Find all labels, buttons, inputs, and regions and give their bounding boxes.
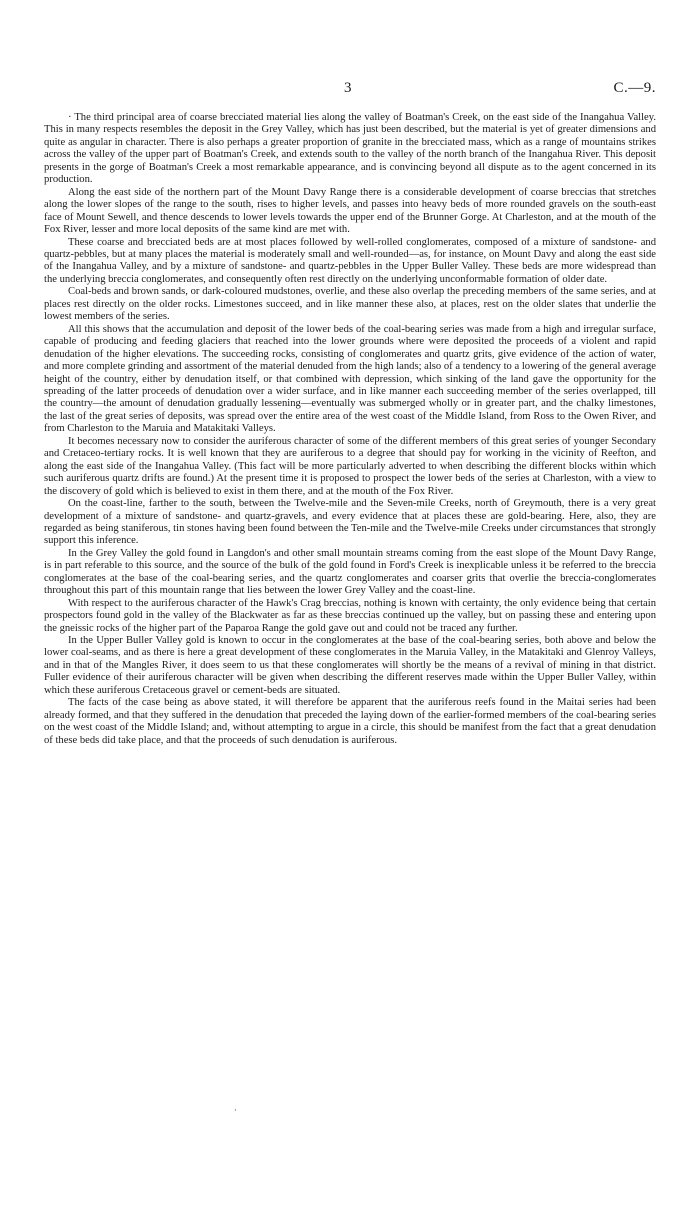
body-text — [44, 112, 656, 747]
paragraph: It becomes necessary now to consider the auriferous character of some of the different members of this great series of younger Secondary and Cretaceo-tertiary rocks. It is well known that they are auriferous to a degree that should pay for working in the vicinity of Reefton, and along the east side of the Inangahua Valley. (This fact will be more particularly adverted to when describing the different blocks within which such auriferous quartz drifts are found.) At the present time it is proposed to prospect the lower beds of the series at Charleston, with a view to the discovery of gold which is believed to exist in them there, and at the mouth of the Fox River. — [44, 435, 656, 497]
paragraph: With respect to the auriferous character of the Hawk's Crag breccias, nothing is known with certainty, the only evidence being that certain prospectors found gold in the valley of the Blackwater as far as these breccias continued up the valley, but on passing these and entering upon the gneissic rocks of the higher part of the Paparoa Range the gold gave out and could not be traced any further. — [44, 597, 656, 634]
paragraph: On the coast-line, farther to the south, between the Twelve-mile and the Seven-mile Creeks, north of Greymouth, there is a very great development of a mixture of sandstone- and quartz-gravels, and every evidence that at places these are gold-bearing. Here, also, they are regarded as being staniferous, tin stones having been found between the Ten-mile and the Twelve-mile Creeks under circumstances that strongly support this inference. — [44, 498, 656, 547]
paragraph: In the Grey Valley the gold found in Langdon's and other small mountain streams coming from the east slope of the Mount Davy Range, is in part referable to this source, and the source of the bulk of the gold found in Ford's Creek is inexplicable unless it be referred to the breccia conglomerates at the base of the coal-bearing series, and the quartz conglomerates and coarser grits that overlie the breccia-conglomerates throughout this part of this mountain range that lies between the lower Grey Valley and the coast-line. — [44, 547, 656, 597]
paragraph: In the Upper Buller Valley gold is known to occur in the conglomerates at the base of the coal-bearing series, both above and below the lower coal-seams, and as there is here a great development of these conglomerates in the Maruia Valley, in the Matakitaki and Glenroy Valleys, and in that of the Mangles River, it does seem to us that these conglomerates will shortly be the means of a revival of mining in that district. Fuller evidence of their auriferous character will be given when describing the different reserves made within the Upper Buller Valley, within which these auriferous Cretaceous gravel or cement-beds are situated. — [44, 635, 656, 696]
footer-mark: · — [234, 1106, 237, 1116]
paragraph: These coarse and brecciated beds are at most places followed by well-rolled conglomerates, composed of a mixture of sandstone- and quartz-pebbles, but at many places the material is moderately small and well-rounded—as, for instance, on Mount Davy and along the east side of the Inangahua Valley, and by a mixture of sandstone- and quartz-pebbles in the Upper Buller Valley. These beds are more widespread than the underlying breccia conglomerates, and consequently often rest directly on the underlying unconformable formation of older date. — [44, 236, 656, 285]
page-header — [0, 80, 700, 100]
document-code: C.—9. — [613, 80, 656, 96]
paragraph: The facts of the case being as above stated, it will therefore be apparent that the auriferous reefs found in the Maitai series had been already formed, and that they suffered in the denudation that preceded the laying down of the earlier-formed members of the coal-bearing series on the west coast of the Middle Island; and, without attempting to argue in a circle, this should be manifest from the fact that a great denudation of these beds did take place, and that the proceeds of such denudation is auriferous. — [44, 697, 656, 746]
paragraph: · The third principal area of coarse brecciated material lies along the valley of Boatman's Creek, on the east side of the Inangahua Valley. This in many respects resembles the deposit in the Grey Valley, which has just been described, but the material is yet of greater dimensions and quite as angular in character. There is also perhaps a greater proportion of granite in the brecciated mass, which as a range of mountains strikes across the valley of the upper part of Boatman's Creek, and extends south to the valley of the north branch of the Inangahua River. This deposit presents in the gorge of Boatman's Creek a most remarkable appearance, and is convincing beyond all dispute as to the agent concerned in its production. — [44, 112, 656, 186]
paragraph: Along the east side of the northern part of the Mount Davy Range there is a considerable development of coarse breccias that stretches along the lower slopes of the range to the south, rises to higher levels, and passes into heavy beds of more rounded gravels on the south-east face of Mount Sewell, and thence descends to lower levels towards the upper end of the Brunner Gorge. At Charleston, and at the mouth of the Fox River, lesser and more local deposits of the same kind are met with. — [44, 186, 656, 236]
paragraph: Coal-beds and brown sands, or dark-coloured mudstones, overlie, and these also overlap the preceding members of the same series, and at places rest directly on the older rocks. Limestones succeed, and in like manner these also, at places, rest on the older slates that underlie the lowest members of the series. — [44, 286, 656, 323]
page-number: 3 — [344, 80, 352, 96]
paragraph: All this shows that the accumulation and deposit of the lower beds of the coal-bearing series was made from a high and irregular surface, capable of producing and feeding glaciers that reached into the lower grounds where were deposited the proceeds of a violent and rapid denudation of the higher elevations. The succeeding rocks, consisting of conglomerates and quartz grits, give evidence of the action of water, and more complete grinding and assortment of the material denuded from the high lands; also of a tendency to a lowering of the general average height of the country, either by denudation itself, or that combined with depression, which sinking of the land gave the opportunity for the spreading of the latter proceeds of denudation over a wider surface, and in like manner each succeeding member of the series overlapped, till the country—the amount of denudation gradually lessening—eventually was submerged wholly or in greater part, and the chalky limestones, the last of the great series of deposits, was spread over the entire area of the west coast of the Middle Island, from Ross to the Owen River, and from Charleston to the Maruia and Matakitaki Valleys. — [44, 323, 656, 435]
